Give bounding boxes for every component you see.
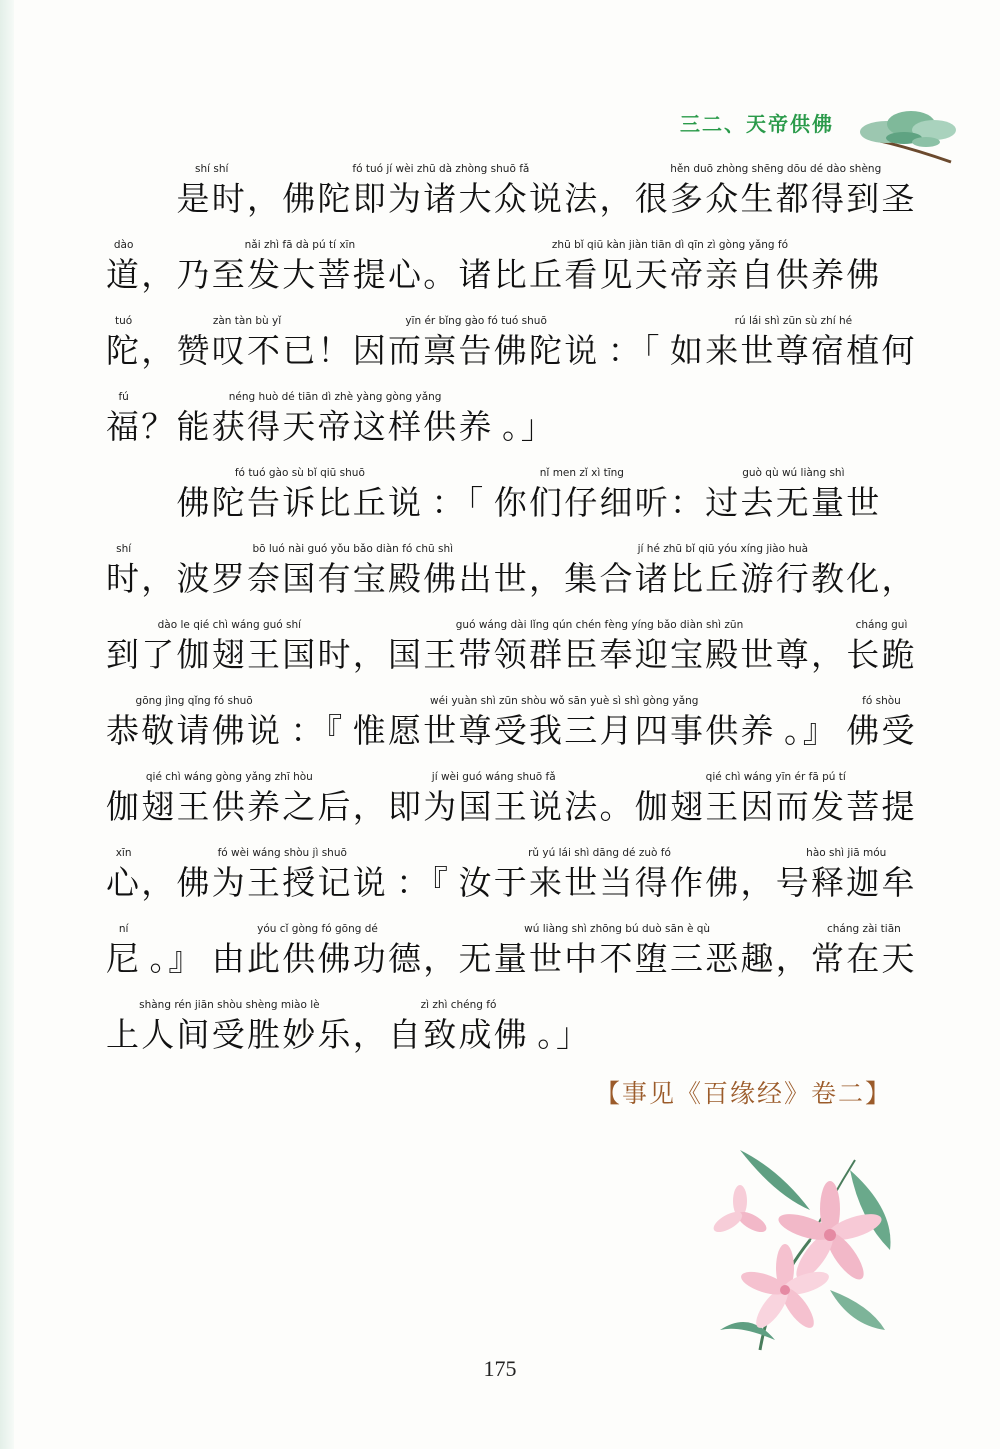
text-line [0,236,1000,300]
annotated-phrase [494,464,670,524]
pinyin-annotation: wéi yuàn shì zūn shòu wǒ sān yuè sì shì gòng yǎng [430,695,699,707]
hanzi-text: 伽翅王供养之后 [106,787,353,826]
hanzi-text: 由此供佛功德 [211,939,424,978]
hanzi-text: ， [352,1015,388,1054]
hanzi-text: 汝于来世当得作佛 [458,863,741,902]
hanzi-text: ， [529,559,565,598]
punctuation [353,768,388,828]
annotated-phrase [459,844,741,904]
pinyin-annotation: fú [118,391,129,403]
hanzi-text: 如来世尊宿植何 [670,331,917,370]
text-line [0,616,1000,680]
hanzi-text: ， [352,635,388,674]
source-citation: 【事见《百缘经》卷二】 [594,1079,892,1108]
annotated-phrase [282,160,599,220]
annotated-phrase [564,540,881,600]
hanzi-text: 集合诸比丘游行教化 [564,559,882,598]
annotated-phrase [353,312,600,372]
hanzi-text: 波罗奈国有宝殿佛出世 [176,559,529,598]
page-number: 175 [483,1356,517,1381]
punctuation [318,312,353,372]
pinyin-annotation [247,160,282,178]
hanzi-text: ， [423,939,459,978]
pinyin-annotation: jí wèi guó wáng shuō fǎ [431,771,556,783]
hanzi-text: 伽翅王因而发菩提 [634,787,917,826]
pinyin-annotation: shàng rén jiān shòu shèng miào lè [139,999,320,1011]
hanzi-text: 因而禀告佛陀说 [352,331,600,370]
hanzi-text: 乃至发大菩提心 [176,255,424,294]
hanzi-text: ， [599,179,635,218]
annotated-phrase [670,312,917,372]
pinyin-annotation [388,844,459,862]
pinyin-annotation [600,160,635,178]
pinyin-annotation: guó wáng dài lǐng qún chén fèng yíng bǎo diàn shì zūn [455,619,744,631]
hanzi-text: 时 [106,559,142,598]
punctuation [600,160,635,220]
hanzi-text: 。』 [149,939,204,978]
punctuation [141,312,176,372]
annotated-phrase [388,996,529,1056]
pinyin-annotation [141,312,176,330]
annotated-phrase [106,388,141,448]
hanzi-text: 心 [106,863,142,902]
hanzi-text: ：『 [396,863,451,902]
punctuation [529,540,564,600]
hanzi-text: 能获得天帝这样供养 [176,407,494,446]
pinyin-annotation: néng huò dé tiān dì zhè yàng gòng yǎng [228,391,442,403]
annotated-phrase [177,844,389,904]
pinyin-annotation: dào le qié chì wáng guó shí [157,619,302,631]
hanzi-text: 。」 [502,407,556,446]
annotated-phrase [177,160,248,220]
annotated-phrase [811,920,917,980]
hanzi-text: 长跪 [846,635,917,674]
hanzi-text: ， [740,863,776,902]
pinyin-annotation [353,768,388,786]
pinyin-annotation: cháng guì [855,619,908,631]
pinyin-annotation: jí hé zhū bǐ qiū yóu xíng jiào huà [637,543,809,555]
pinyin-annotation: qié chì wáng gòng yǎng zhī hòu [145,771,313,783]
pinyin-annotation [353,616,388,634]
pinyin-annotation [423,464,494,482]
hanzi-text: 自致成佛 [388,1015,529,1054]
hanzi-text: 上人间受胜妙乐 [106,1015,353,1054]
pinyin-annotation: cháng zài tiān [826,923,901,935]
punctuation [811,616,846,676]
pinyin-annotation [811,616,846,634]
text-line [0,540,1000,604]
hanzi-text: ？ [141,407,177,446]
hanzi-text: ！ [317,331,353,370]
pinyin-annotation [776,920,811,938]
hanzi-text: ， [881,559,917,598]
pinyin-annotation: fó tuó gào sù bǐ qiū shuō [234,467,365,479]
hanzi-text: ， [811,635,847,674]
hanzi-text: 常在天 [811,939,917,978]
annotated-phrase [106,768,353,828]
punctuation [423,464,494,524]
pinyin-annotation [529,996,600,1014]
annotated-phrase [388,768,600,828]
text-line [0,312,1000,376]
hanzi-text: 福 [106,407,142,446]
annotated-phrase [177,464,424,524]
chapter-title: 三二、天帝供佛 [680,112,834,136]
pinyin-annotation: fó tuó jí wèi zhū dà zhòng shuō fǎ [352,163,530,175]
punctuation [141,236,176,296]
annotated-phrase [459,920,776,980]
pinyin-annotation [353,996,388,1014]
pinyin-annotation [882,540,917,558]
annotated-phrase [846,616,917,676]
pinyin-annotation [600,312,671,330]
pinyin-annotation: guò qù wú liàng shì [742,467,845,479]
hanzi-text: 赞叹不已 [176,331,318,370]
hanzi-text: 到了伽翅王国时 [106,635,353,674]
hanzi-text: 无量世中不堕三恶趣 [458,939,776,978]
pinyin-annotation: bō luó nài guó yǒu bǎo diàn fó chū shì [252,543,454,555]
annotated-phrase [212,920,424,980]
annotated-phrase [177,388,494,448]
punctuation [353,996,388,1056]
hanzi-text: 。 [599,787,635,826]
hanzi-text: ：『 [290,711,345,750]
annotated-phrase [846,692,917,752]
punctuation [423,920,458,980]
annotated-phrase [635,160,917,220]
punctuation [776,920,811,980]
pinyin-annotation [141,388,176,406]
punctuation [141,844,176,904]
punctuation [494,388,565,448]
pinyin-annotation: zì zhì chéng fó [420,999,497,1011]
pinyin-annotation: hào shì jiā móu [806,847,887,859]
hanzi-text: 你们仔细听 [493,483,670,522]
punctuation [882,540,917,600]
punctuation [741,844,776,904]
annotated-phrase [353,692,776,752]
pinyin-annotation: fó wèi wáng shòu jì shuō [217,847,347,859]
pinyin-annotation [141,844,176,862]
hanzi-text: 佛受 [846,711,917,750]
annotated-phrase [106,616,353,676]
hanzi-text: 国王带领群臣奉迎宝殿世尊 [388,635,811,674]
annotated-phrase [177,312,318,372]
pinyin-annotation [282,692,353,710]
text-line [0,388,1000,452]
text-line [0,160,1000,224]
pinyin-annotation: shí shí [195,163,229,175]
annotated-phrase [106,236,141,296]
hanzi-text: 。』 [784,711,838,750]
pinyin-annotation: gōng jìng qǐng fó shuō [135,695,253,707]
hanzi-text: ： [670,483,706,522]
pinyin-annotation: nǎi zhì fā dà pú tí xīn [244,239,356,251]
pinyin-annotation [776,692,847,710]
pinyin-annotation: rú lái shì zūn sù zhí hé [734,315,853,327]
pinyin-annotation [423,236,458,254]
pinyin-annotation: zhū bǐ qiū kàn jiàn tiān dì qīn zì gòng yǎng fó [551,239,789,251]
pinyin-annotation [141,920,212,938]
punctuation [600,768,635,828]
text-line [0,844,1000,908]
text-line [0,768,1000,832]
pinyin-annotation: fó shòu [862,695,901,707]
annotated-phrase [388,616,811,676]
hanzi-text: 诸比丘看见天帝亲自供养佛 [458,255,882,294]
annotated-phrase [106,692,282,752]
punctuation [423,236,458,296]
hanzi-text: 佛陀告诉比丘说 [176,483,424,522]
pinyin-annotation: nǐ men zǐ xì tīng [539,467,624,479]
punctuation [282,692,353,752]
hanzi-text: 号释迦牟 [775,863,917,902]
pinyin-annotation: qié chì wáng yīn ér fā pú tí [705,771,846,783]
text-line [0,464,1000,528]
pinyin-annotation: ní [118,923,129,935]
pinyin-annotation: shí [116,543,132,555]
annotated-phrase [106,996,353,1056]
pinyin-annotation [600,768,635,786]
pinyin-annotation [670,464,705,482]
hanzi-text: 惟愿世尊受我三月四事供养 [352,711,776,750]
hanzi-text: ， [141,863,177,902]
punctuation [247,160,282,220]
pinyin-annotation [141,236,176,254]
text-line [0,996,1000,1060]
hanzi-text: ：「 [607,331,662,370]
hanzi-text: ， [775,939,811,978]
hanzi-text: 是时 [176,179,247,218]
hanzi-text: 。 [423,255,459,294]
annotated-phrase [106,540,141,600]
hanzi-text: ， [141,331,177,370]
punctuation [529,996,600,1056]
hanzi-text: 。」 [537,1015,592,1054]
pinyin-annotation: yīn ér bǐng gào fó tuó shuō [405,315,547,327]
pinyin-annotation [318,312,353,330]
annotated-phrase [106,844,141,904]
hanzi-text: 尼 [106,939,142,978]
annotated-phrase [635,768,917,828]
hanzi-text: 道 [106,255,142,294]
pinyin-annotation [494,388,565,406]
punctuation [141,388,176,448]
annotated-phrase [106,312,141,372]
hanzi-text: 陀 [106,331,142,370]
hanzi-text: 恭敬请佛说 [106,711,283,750]
pinyin-annotation [423,920,458,938]
pinyin-annotation: hěn duō zhòng shēng dōu dé dào shèng [670,163,882,175]
punctuation [670,464,705,524]
annotated-phrase [459,236,882,296]
text-line [0,692,1000,756]
pinyin-annotation: rǔ yú lái shì dāng dé zuò fó [528,847,671,859]
hanzi-text: 很多众生都得到圣 [634,179,917,218]
pinyin-annotation [741,844,776,862]
lily-flower-illustration [680,1140,910,1355]
annotated-phrase [177,540,530,600]
hanzi-text: 佛陀即为诸大众说法 [282,179,600,218]
pinyin-annotation: wú liàng shì zhōng bú duò sān è qù [524,923,711,935]
pinyin-annotation: yóu cǐ gòng fó gōng dé [257,923,378,935]
punctuation [353,616,388,676]
punctuation [141,540,176,600]
pinyin-annotation [529,540,564,558]
hanzi-text: 即为国王说法 [388,787,600,826]
annotated-phrase [776,844,917,904]
hanzi-text: ， [141,559,177,598]
hanzi-text: ， [141,255,177,294]
punctuation [600,312,671,372]
annotated-phrase [705,464,881,524]
annotated-phrase [177,236,424,296]
hanzi-text: 过去无量世 [705,483,882,522]
hanzi-text: 佛为王授记说 [176,863,388,902]
pinyin-annotation: dào [113,239,134,251]
hanzi-text: ：「 [431,483,486,522]
punctuation [776,692,847,752]
hanzi-text: ， [352,787,388,826]
annotated-phrase [106,920,141,980]
punctuation [388,844,459,904]
pinyin-annotation: xīn [115,847,132,859]
pinyin-annotation: tuó [115,315,133,327]
pinyin-annotation [141,540,176,558]
punctuation [141,920,212,980]
text-line [0,920,1000,984]
hanzi-text: ， [247,179,283,218]
pinyin-annotation: zàn tàn bù yǐ [212,315,282,327]
